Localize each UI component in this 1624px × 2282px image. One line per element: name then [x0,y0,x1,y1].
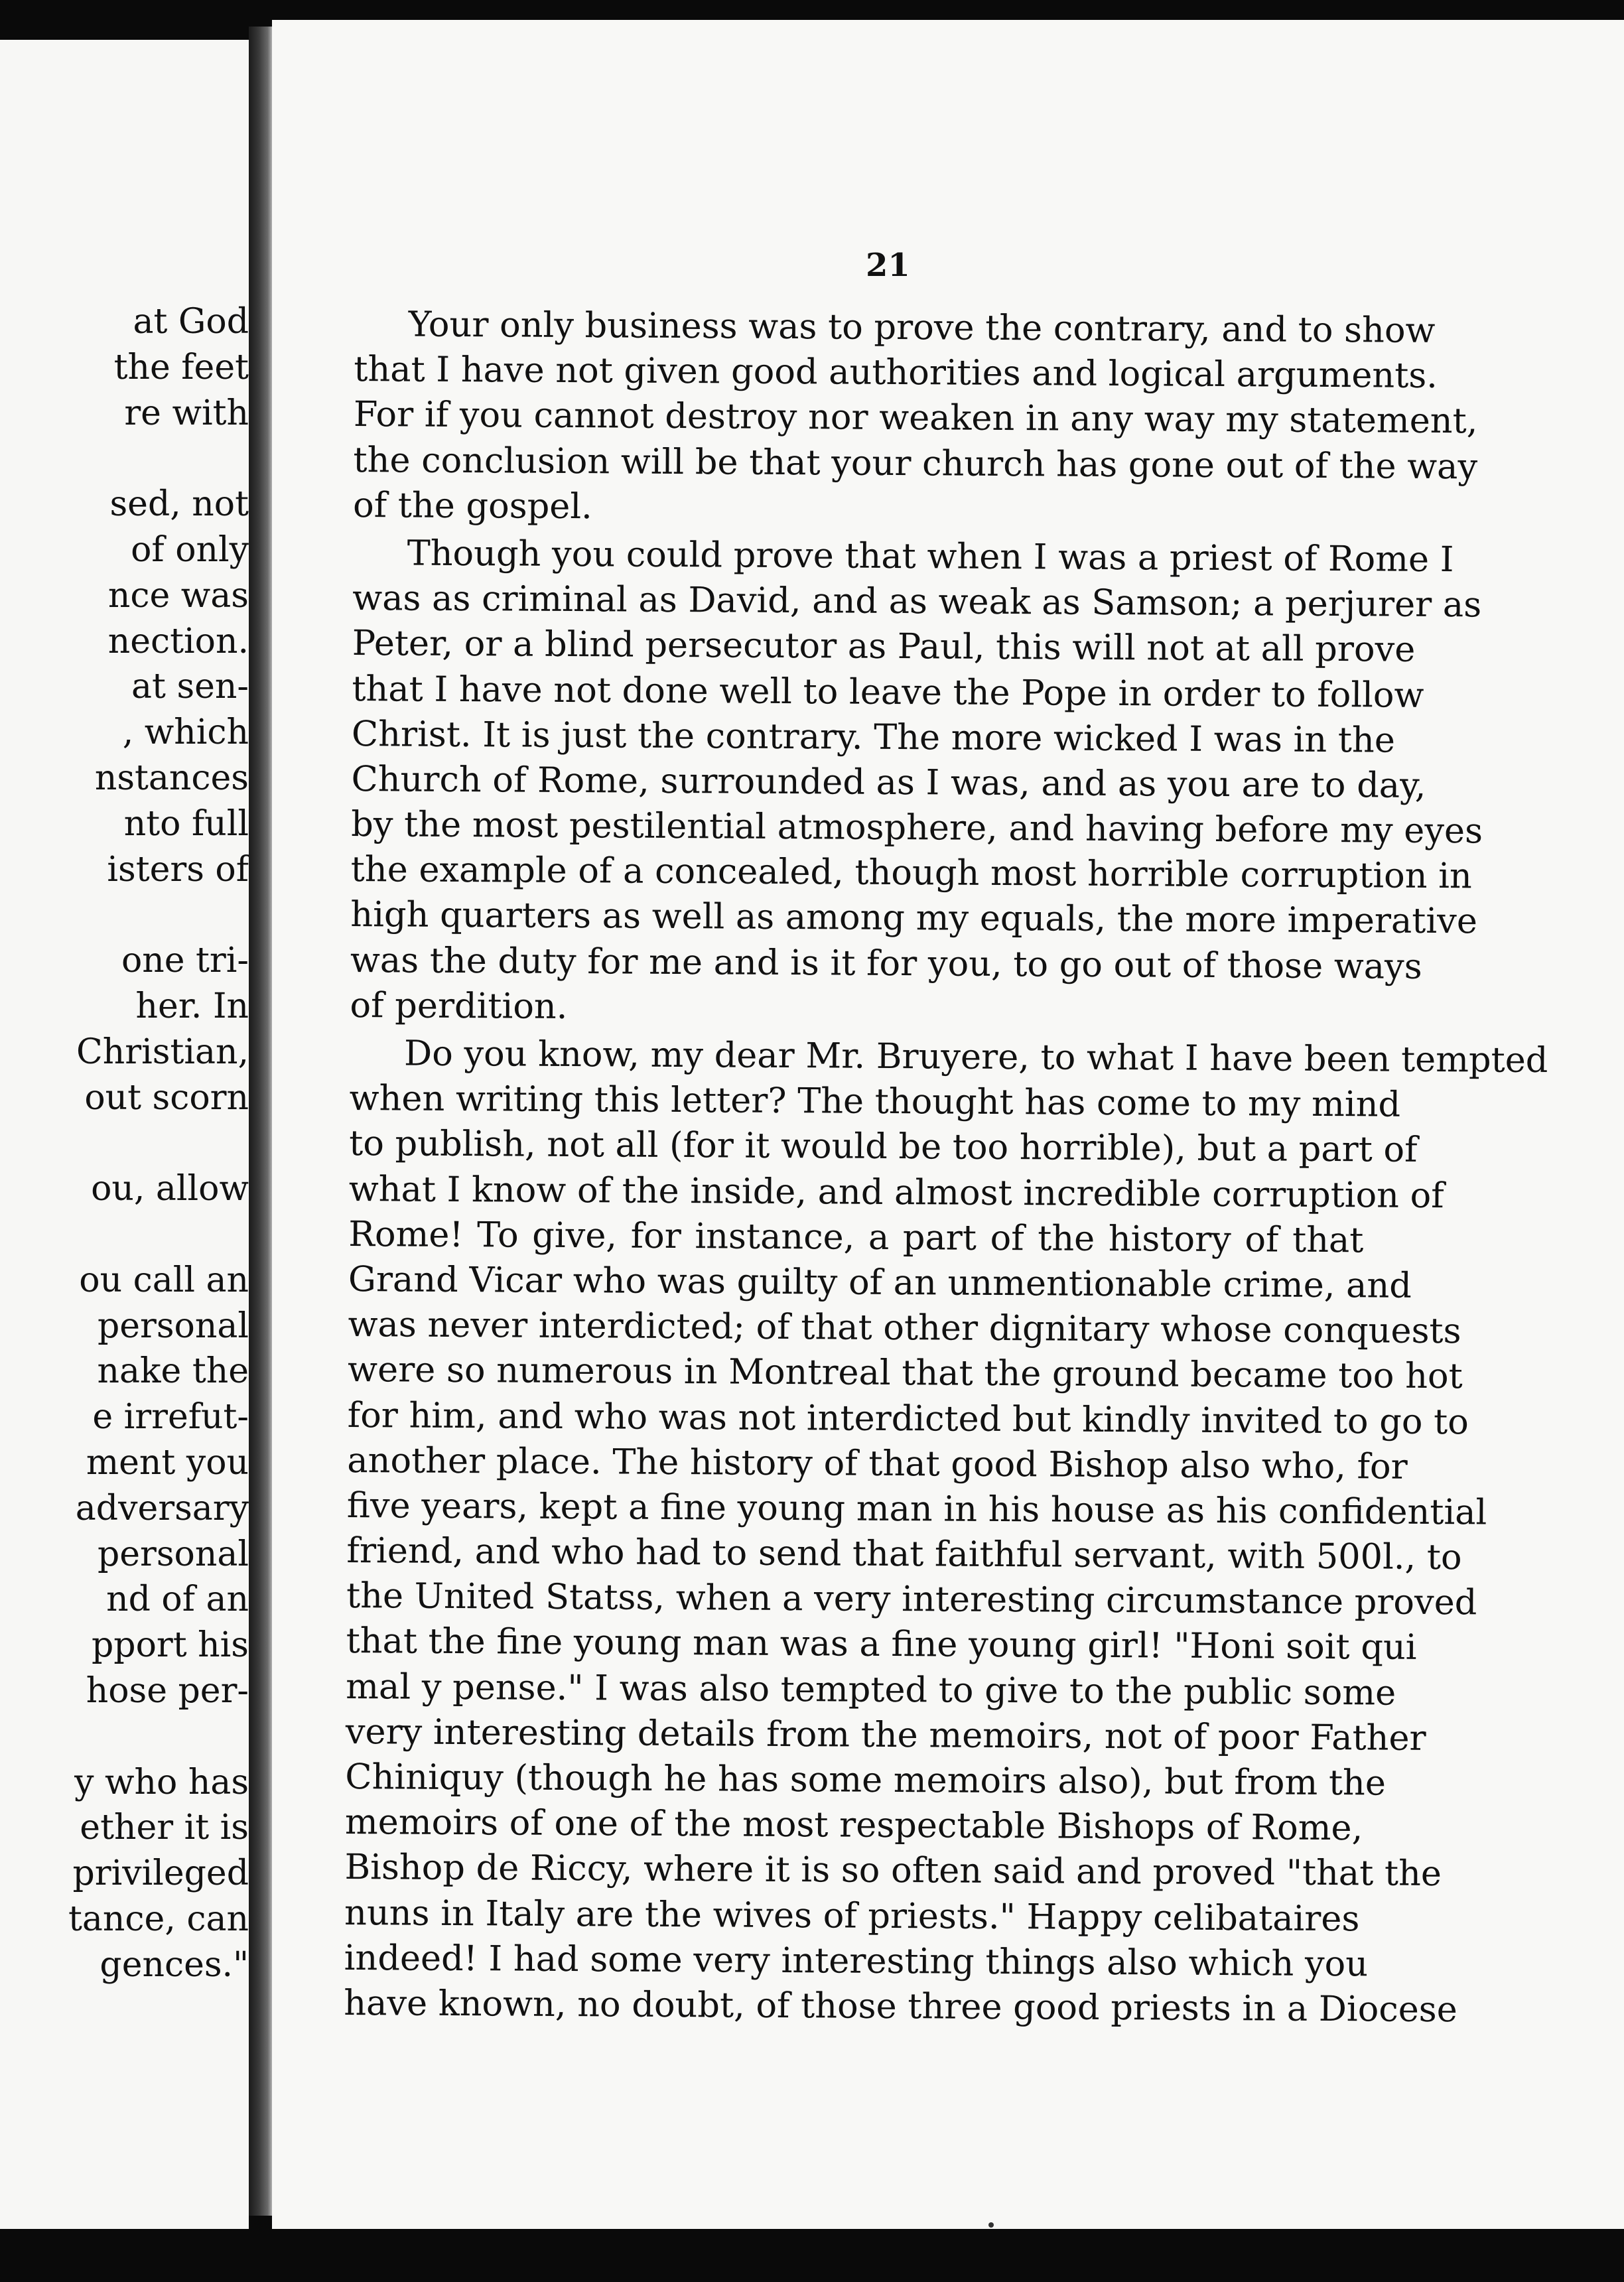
text-line: high quarters as well as among my equals, the more imperative [350,894,1478,942]
previous-page-line: nake the [97,1351,249,1392]
previous-page-line: personal [97,1534,249,1574]
previous-page-line: at God [133,302,249,342]
previous-page-line: privileged [72,1853,249,1894]
text-line: the conclusion will be that your church has gone out of the way [353,439,1478,487]
previous-page-line: personal [97,1306,249,1346]
text-line: Though you could prove that when I was a priest of Rome I [407,533,1454,580]
text-line: Church of Rome, surrounded as I was, and as you are to day, [351,758,1426,806]
text-line: of the gospel. [352,484,593,527]
previous-page-line: re with [124,393,249,433]
previous-page-line: her. In [135,986,249,1026]
text-line: friend, and who had to send that faithful servant, with 500l., to [346,1530,1462,1578]
text-line: the United Statss, when a very interesting circumstance proved [346,1576,1477,1623]
text-line: nuns in Italy are the wives of priests." Happy celibataires [344,1892,1360,1939]
previous-page-line: ment you [86,1443,249,1483]
previous-page-line: e irrefut- [92,1397,249,1438]
previous-page-edge [0,40,249,2229]
previous-page-line: nce was [107,575,249,616]
text-line: Christ. It is just the contrary. The more wicked I was in the [351,713,1396,761]
previous-page-line: adversary [75,1488,249,1528]
text-line: Your only business was to prove the contrary, and to show [408,304,1436,351]
previous-page-line: nd of an [106,1579,249,1620]
previous-page-line: ou call an [79,1260,249,1300]
text-line: was as criminal as David, and as weak as Samson; a perjurer as [352,578,1482,626]
text-line: have known, no doubt, of those three good priests in a Diocese [344,1982,1457,2031]
text-line: when writing this letter? The thought has come to my mind [349,1078,1401,1125]
previous-page-line: ether it is [80,1808,249,1848]
text-line: was never interdicted; of that other dignitary whose conquests [348,1304,1461,1352]
paragraph [344,1031,1548,2032]
previous-page-line: out scorn [84,1077,249,1118]
previous-page-line: gences." [100,1944,249,1985]
text-line: were so numerous in Montreal that the ground became too hot [347,1349,1463,1397]
text-line: Rome! To give, for instance, a part of the history of that [348,1213,1364,1261]
text-line: what I know of the inside, and almost incredible corruption of [348,1168,1444,1216]
text-line: that the fine young man was a fine young girl! "Honi soit qui [346,1621,1417,1668]
previous-page-line: nection. [107,621,249,661]
text-line: by the most pestilential atmosphere, and having before my eyes [351,804,1483,852]
text-line: For if you cannot destroy nor weaken in any way my statement, [353,394,1478,442]
previous-page-line: ou, allow [91,1169,249,1209]
previous-page-line: sed, not [109,484,249,525]
previous-page-line: y who has [74,1762,249,1802]
text-line: to publish, not all (for it would be too horrible), but a part of [349,1123,1418,1171]
text-line: Do you know, my dear Mr. Bruyere, to what I have been tempted [403,1033,1548,1081]
previous-page-line: nto full [123,803,249,844]
previous-page-line: hose per- [86,1671,249,1711]
text-line: very interesting details from the memoirs, not of poor Father [345,1711,1426,1759]
text-line: Bishop de Riccy, where it is so often said and proved "that the [344,1847,1442,1895]
text-line: that I have not done well to leave the Pope in order to follow [352,668,1424,716]
text-line: memoirs of one of the most respectable Bishops of Rome, [344,1802,1363,1849]
previous-page-line: the feet [113,347,249,387]
text-line: of perdition. [350,984,568,1027]
previous-page-line: pport his [92,1625,249,1666]
previous-page-line: at sen- [131,667,249,707]
text-line: five years, kept a fine young man in his house as his confidential [346,1485,1487,1533]
text-line: indeed! I had some very interesting things also which you [344,1937,1369,1985]
text-line: Grand Vicar who was guilty of an unmentionable crime, and [348,1258,1412,1306]
text-line: mal y pense." I was also tempted to give to the public some [346,1666,1396,1713]
text-line: another place. The history of that good Bishop also who, for [347,1440,1408,1487]
page-number: 21 [866,247,910,284]
previous-page-line: of only [131,530,249,570]
page-body [344,302,1548,2035]
paragraph [352,302,1478,534]
text-line: for him, and who was not interdicted but kindly invited to go to [347,1394,1469,1442]
book-gutter [249,27,274,2216]
previous-page-line: , which [122,712,249,753]
text-line: that I have not given good authorities and logical arguments. [354,349,1438,397]
previous-page-line: tance, can [68,1899,249,1939]
previous-page-line: Christian, [76,1032,249,1072]
previous-page-line: nstances [94,758,249,798]
text-line: was the duty for me and is it for you, to go out of those ways [350,939,1422,987]
previous-page-line: isters of [107,849,249,890]
previous-page-line: one tri- [121,941,249,981]
speck [988,2222,994,2228]
text-line: the example of a concealed, though most horrible corruption in [350,849,1473,897]
text-line: Chiniquy (though he has some memoirs also), but from the [345,1756,1387,1804]
paragraph [350,531,1483,1034]
text-line: Peter, or a blind persecutor as Paul, this will not at all prove [352,623,1416,671]
